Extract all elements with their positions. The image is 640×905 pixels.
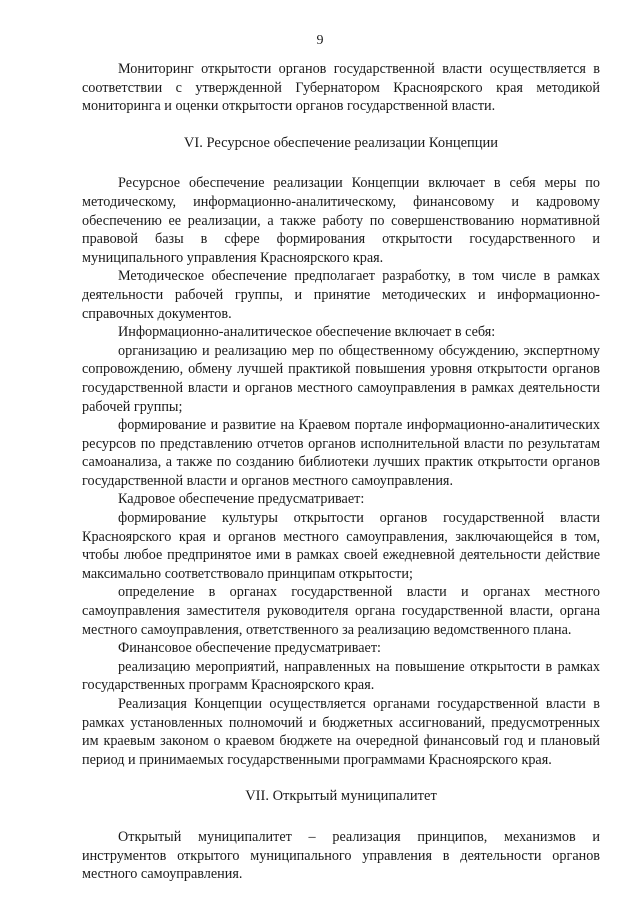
page-number: 9 (316, 33, 324, 48)
paragraph: Ресурсное обеспечение реализации Концепции включает в себя меры по методическому, информационно-аналитическому, финансовому и кадровому обеспечению ее реализации, а также работу по совершенствованию нормативной правовой базы в сфере формирования открытости государственного и муниципального управления Красноярского края. (82, 175, 600, 266)
list-item: реализацию мероприятий, направленных на повышение открытости в рамках государственных программ Красноярского края. (82, 658, 600, 694)
list-item: формирование и развитие на Краевом портале информационно-аналитических ресурсов по представлению отчетов органов исполнительной власти по результатам самоанализа, а также по созданию библиотеки лучших практик открытости органов государственной власти и органов местного самоуправления. (82, 417, 600, 489)
list-item: организацию и реализацию мер по общественному обсуждению, экспертному сопровождению, обмену лучшей практикой повышения уровня открытости органов государственной власти и органов местного самоуправления в рамках деятельности рабочей группы; (82, 342, 600, 415)
document-body (82, 60, 600, 884)
paragraph: Методическое обеспечение предполагает разработку, в том числе в рамках деятельности рабочей группы, и принятие методических и информационно-справочных документов. (82, 268, 600, 322)
paragraph: Реализация Концепции осуществляется органами государственной власти в рамках установленных полномочий и бюджетных ассигнований, предусмотренных им краевым законом о краевом бюджете на очередной финансовый год и плановый период и принимаемых государственными программами Красноярского края. (82, 696, 600, 768)
section-heading: VII. Открытый муниципалитет (245, 788, 437, 805)
paragraph: Мониторинг открытости органов государственной власти осуществляется в соответствии с утвержденной Губернатором Красноярского края методикой мониторинга и оценки открытости органов государственной власти. (82, 61, 600, 115)
paragraph: Открытый муниципалитет – реализация принципов, механизмов и инструментов открытого муниципального управления в деятельности органов местного самоуправления. (82, 828, 600, 883)
paragraph: Информационно-аналитическое обеспечение включает в себя: (118, 324, 496, 341)
paragraph: Кадровое обеспечение предусматривает: (118, 491, 365, 508)
list-item: определение в органах государственной власти и органах местного самоуправления заместителя руководителя органа государственной власти, органа местного самоуправления, ответственного за реализацию ведомственного плана. (82, 584, 600, 638)
section-heading: VI. Ресурсное обеспечение реализации Концепции (183, 134, 499, 151)
paragraph: Финансовое обеспечение предусматривает: (118, 640, 381, 657)
list-item: формирование культуры открытости органов государственной власти Красноярского края и органов местного самоуправления, заключающейся в том, чтобы любое предпринятое ими в рамках своей ежедневной деятельности действие максимально соответствовало принципам открытости; (82, 510, 600, 582)
